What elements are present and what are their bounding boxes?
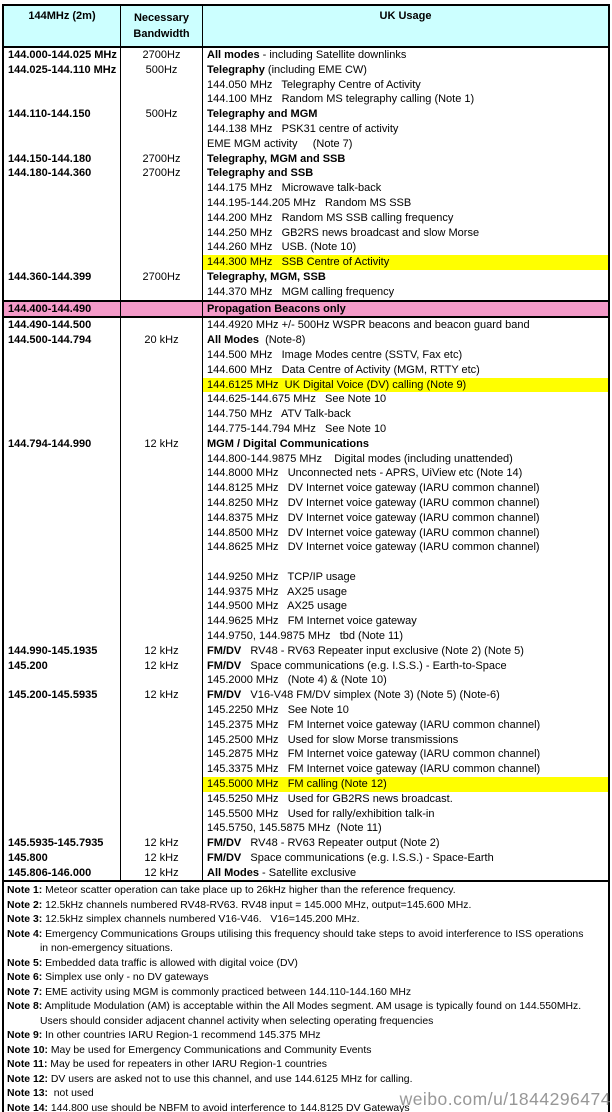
band-row-beacons [4,300,608,319]
table-header-row [4,6,608,48]
usage-line [203,422,608,437]
usage-line [203,437,608,452]
usage-line [203,836,608,851]
usage-text: Space communications (e.g. I.S.S.) - Space-Earth [241,852,494,865]
usage-line [203,181,608,196]
usage-text: 145.2500 MHz Used for slow Morse transmissions [207,733,459,746]
band-row [4,107,608,151]
usage-line [203,540,608,555]
usage-line [203,48,608,63]
usage-text: 144.600 MHz Data Centre of Activity (MGM, RTTY etc) [207,363,480,376]
note-line [4,971,608,986]
usage-text: 145.5500 MHz Used for rally/exhibition talk-in [207,807,435,820]
usage-text: 145.2000 MHz (Note 4) & (Note 10) [207,674,387,687]
header-bandwidth-column [121,6,203,46]
bandwidth-cell [121,302,203,317]
usage-text: 145.2250 MHz See Note 10 [207,704,349,717]
usage-line [203,92,608,107]
usage-mode-label: FM/DV [207,659,242,672]
usage-text: 144.8375 MHz DV Internet voice gateway (IARU common channel) [207,511,540,524]
note-label: Note 11: [7,1059,48,1070]
note-text: 12.5kHz simplex channels numbered V16-V46. V16=145.200 MHz. [42,914,360,925]
usage-text: 144.500 MHz Image Modes centre (SSTV, Fax etc) [207,348,463,361]
usage-line [203,762,608,777]
usage-line [203,659,608,674]
note-text: May be used for repeaters in other IARU Region-1 countries [47,1059,327,1070]
note-text: May be used for Emergency Communications and Community Events [48,1044,372,1056]
frequency-range-cell: 144.990-145.1935 [4,644,121,659]
usage-cell [203,851,608,866]
usage-line [203,511,608,526]
usage-text: 144.9750, 144.9875 MHz tbd (Note 11) [207,630,404,643]
usage-mode-label: FM/DV [207,689,242,702]
usage-line [203,644,608,659]
usage-mode-label: FM/DV [207,852,242,865]
usage-text: 144.100 MHz Random MS telegraphy calling (Note 1) [207,93,475,106]
usage-text: 144.9250 MHz TCP/IP usage [207,570,356,583]
note-text: DV users are asked not to use this channel, and use 144.6125 MHz for calling. [48,1073,413,1085]
header-bandwidth-line2: Bandwidth [133,28,190,40]
usage-line [203,166,608,181]
bandwidth-cell: 12 kHz [121,437,203,644]
usage-text: 144.8000 MHz Unconnected nets - APRS, UiView etc (Note 14) [207,467,523,480]
usage-mode-label: Telegraphy [207,63,265,76]
band-row [4,836,608,851]
usage-line [203,363,608,378]
note-text: Simplex use only - no DV gateways [42,972,209,983]
note-label: Note 14: [7,1102,48,1112]
usage-mode-label: MGM / Digital Communications [207,437,369,450]
note-line [4,899,608,914]
usage-text: 144.8125 MHz DV Internet voice gateway (IARU common channel) [207,482,540,495]
usage-text: 145.5250 MHz Used for GB2RS news broadcast. [207,792,453,805]
note-label: Note 12: [7,1073,48,1085]
usage-text: 144.4920 MHz +/- 500Hz WSPR beacons and beacon guard band [207,319,530,332]
bandwidth-cell: 2700Hz [121,270,203,300]
band-row [4,333,608,437]
usage-text: 144.775-144.794 MHz See Note 10 [207,422,387,435]
usage-cell [203,437,608,644]
band-row [4,48,608,63]
band-row [4,63,608,107]
frequency-range-cell: 144.794-144.990 [4,437,121,644]
note-label: Note 9: [7,1030,43,1041]
usage-text: V16-V48 FM/DV simplex (Note 3) (Note 5) (Note-6) [241,689,500,702]
frequency-range-cell: 144.180-144.360 [4,166,121,270]
frequency-range-cell: 144.500-144.794 [4,333,121,437]
frequency-range-cell: 144.490-144.500 [4,318,121,333]
usage-line [203,703,608,718]
usage-text: 144.250 MHz GB2RS news broadcast and slow Morse [207,226,480,239]
usage-line [203,481,608,496]
usage-text: RV48 - RV63 Repeater output (Note 2) [241,837,440,850]
usage-line [203,673,608,688]
usage-line [203,240,608,255]
usage-mode-label: Telegraphy and SSB [207,167,314,180]
usage-line [203,851,608,866]
usage-line [203,526,608,541]
usage-line [203,747,608,762]
usage-cell [203,63,608,107]
usage-mode-label: FM/DV [207,837,242,850]
note-line [4,1044,608,1059]
note-text: not used [48,1088,94,1099]
usage-line [203,629,608,644]
bandwidth-cell: 12 kHz [121,851,203,866]
usage-text: 144.200 MHz Random MS SSB calling frequency [207,211,454,224]
band-row [4,318,608,333]
band-row [4,866,608,881]
usage-text: 145.5000 MHz FM calling (Note 12) [207,778,387,791]
usage-line [203,348,608,363]
usage-line [203,733,608,748]
usage-text: 145.2375 MHz FM Internet voice gateway (IARU common channel) [207,718,541,731]
frequency-range-cell: 144.025-144.110 MHz [4,63,121,107]
usage-cell [203,152,608,167]
notes-section [2,880,610,1112]
note-text: 144.800 use should be NBFM to avoid interference to 144.8125 DV Gateways [48,1102,410,1112]
usage-text: 144.8625 MHz DV Internet voice gateway (IARU common channel) [207,541,540,554]
usage-line [203,718,608,733]
usage-text: (Note-8) [258,334,306,347]
usage-cell [203,659,608,689]
usage-line [203,392,608,407]
usage-text: 145.2875 MHz FM Internet voice gateway (IARU common channel) [207,748,541,761]
usage-line-highlighted [203,777,608,792]
usage-cell [203,48,608,63]
usage-text: 144.300 MHz SSB Centre of Activity [207,256,390,269]
bandwidth-cell: 12 kHz [121,836,203,851]
bandwidth-cell: 12 kHz [121,644,203,659]
frequency-range-cell: 145.200 [4,659,121,689]
note-label: Note 4: [7,928,43,940]
band-plan-table [2,4,610,883]
usage-cell [203,270,608,300]
frequency-range-cell: 145.806-146.000 [4,866,121,881]
usage-cell [203,166,608,270]
band-row [4,659,608,689]
bandwidth-cell: 2700Hz [121,152,203,167]
frequency-range-cell: 144.360-144.399 [4,270,121,300]
usage-line [203,196,608,211]
note-label: Note 3: [7,914,43,925]
frequency-range-cell: 145.5935-145.7935 [4,836,121,851]
usage-line [203,333,608,348]
note-label: Note 7: [7,986,43,998]
usage-mode-label: Telegraphy and MGM [207,108,318,121]
bandwidth-cell: 500Hz [121,63,203,107]
note-label: Note 2: [7,899,43,911]
bandwidth-cell: 12 kHz [121,659,203,689]
usage-text: - Satellite exclusive [258,866,357,879]
usage-cell [203,644,608,659]
usage-text: 144.8500 MHz DV Internet voice gateway (IARU common channel) [207,526,540,539]
usage-text: 144.625-144.675 MHz See Note 10 [207,393,387,406]
bandwidth-cell [121,318,203,333]
usage-text: RV48 - RV63 Repeater input exclusive (Note 2) (Note 5) [241,644,524,657]
frequency-range-cell: 144.150-144.180 [4,152,121,167]
usage-text: 144.9375 MHz AX25 usage [207,585,348,598]
usage-text: 144.195-144.205 MHz Random MS SSB [207,196,412,209]
usage-text: 145.3375 MHz FM Internet voice gateway (IARU common channel) [207,763,541,776]
usage-line [203,137,608,152]
usage-text: 144.9500 MHz AX25 usage [207,600,348,613]
header-usage-column: UK Usage [379,10,432,22]
band-row [4,166,608,270]
frequency-range-cell: 144.000-144.025 MHz [4,48,121,63]
usage-line [203,107,608,122]
note-label: Note 10: [7,1044,48,1056]
usage-line [203,78,608,93]
usage-text: EME MGM activity (Note 7) [207,137,353,150]
note-label: Note 13: [7,1088,48,1099]
usage-mode-label: Propagation Beacons only [207,302,346,315]
note-line [4,957,608,972]
usage-cell [203,866,608,881]
bandwidth-cell: 500Hz [121,107,203,151]
usage-text: 144.9625 MHz FM Internet voice gateway [207,615,417,628]
note-text: Emergency Communications Groups utilising this frequency should take steps to avoid interference to ISS operations [42,928,584,940]
usage-line [203,122,608,137]
usage-mode-label: All modes [207,49,260,61]
usage-text: 144.260 MHz USB. (Note 10) [207,241,357,254]
note-text: EME activity using MGM is commonly practiced between 144.110-144.160 MHz [42,986,412,998]
frequency-range-cell: 145.200-145.5935 [4,688,121,836]
usage-line [203,807,608,822]
usage-line [203,152,608,167]
note-line [4,884,608,899]
watermark: weibo.com/u/1844296474 [399,1089,611,1109]
bandwidth-cell: 2700Hz [121,48,203,63]
usage-line [203,211,608,226]
usage-text: 144.175 MHz Microwave talk-back [207,182,382,195]
usage-line [203,688,608,703]
usage-text: 144.6125 MHz UK Digital Voice (DV) calling (Note 9) [207,378,467,391]
usage-line [203,318,608,333]
frequency-range-cell: 145.800 [4,851,121,866]
bandwidth-cell: 12 kHz [121,688,203,836]
note-continuation: Users should consider adjacent channel activity when selecting operating frequencies [40,1015,434,1027]
usage-cell [203,836,608,851]
usage-line [203,555,608,570]
band-row [4,152,608,167]
usage-cell [203,302,608,317]
usage-text: 144.138 MHz PSK31 centre of activity [207,122,399,135]
header-frequency-column: 144MHz (2m) [4,6,121,46]
usage-text: Space communications (e.g. I.S.S.) - Earth-to-Space [241,659,507,672]
usage-mode-label: All Modes [207,334,259,347]
note-label: Note 6: [7,972,43,983]
usage-line [203,866,608,881]
note-line [4,1073,608,1088]
note-text: In other countries IARU Region-1 recommend 145.375 MHz [42,1030,321,1041]
note-text: Amplitude Modulation (AM) is acceptable within the All Modes segment. AM usage is typically found on 144.550MHz. [42,1001,582,1012]
note-line [4,1000,608,1015]
usage-text: 144.370 MHz MGM calling frequency [207,285,395,298]
usage-line [203,466,608,481]
usage-cell [203,333,608,437]
band-rows-container [4,48,608,881]
band-row [4,644,608,659]
note-label: Note 8: [7,1001,43,1012]
usage-line [203,285,608,300]
usage-line [203,270,608,285]
note-line [4,986,608,1001]
note-line [4,928,608,943]
bandwidth-cell: 2700Hz [121,166,203,270]
note-line [4,913,608,928]
usage-mode-label: All Modes [207,866,259,879]
usage-line [203,585,608,600]
usage-cell [203,318,608,333]
usage-mode-label: Telegraphy, MGM and SSB [207,152,346,165]
usage-mode-label: Telegraphy, MGM, SSB [207,270,326,283]
usage-line [203,599,608,614]
band-row [4,688,608,836]
band-row [4,851,608,866]
usage-line-highlighted [203,378,608,393]
band-row [4,437,608,644]
band-row [4,270,608,300]
frequency-range-cell: 144.400-144.490 [4,302,121,317]
usage-line [203,452,608,467]
usage-line [203,63,608,78]
header-bandwidth-line1: Necessary [133,12,190,24]
note-line [4,1058,608,1073]
note-label: Note 1: [7,885,43,896]
usage-line-highlighted [203,255,608,270]
note-continuation: in non-emergency situations. [40,943,173,954]
usage-text: (including EME CW) [264,63,367,76]
usage-line [203,226,608,241]
usage-line [203,407,608,422]
usage-text: 145.5750, 145.5875 MHz (Note 11) [207,822,382,835]
usage-text: - including Satellite downlinks [259,49,407,61]
note-label: Note 5: [7,957,43,969]
note-text: 12.5kHz channels numbered RV48-RV63. RV48 input = 145.000 MHz, output=145.600 MHz. [42,899,472,911]
note-text: Meteor scatter operation can take place up to 26kHz higher than the reference frequency. [42,885,456,896]
note-line [4,1029,608,1044]
usage-cell [203,107,608,151]
bandwidth-cell: 20 kHz [121,333,203,437]
usage-line [203,302,608,317]
bandwidth-cell: 12 kHz [121,866,203,881]
usage-line [203,496,608,511]
usage-line [203,821,608,836]
frequency-range-cell: 144.110-144.150 [4,107,121,151]
usage-cell [203,688,608,836]
note-text: Embedded data traffic is allowed with digital voice (DV) [42,957,298,969]
usage-text: 144.750 MHz ATV Talk-back [207,408,351,421]
usage-line [203,614,608,629]
usage-line [203,792,608,807]
usage-text: 144.8250 MHz DV Internet voice gateway (IARU common channel) [207,496,540,509]
usage-line [203,570,608,585]
usage-mode-label: FM/DV [207,644,242,657]
usage-text: 144.800-144.9875 MHz Digital modes (including unattended) [207,452,513,465]
usage-text: 144.050 MHz Telegraphy Centre of Activity [207,78,421,91]
